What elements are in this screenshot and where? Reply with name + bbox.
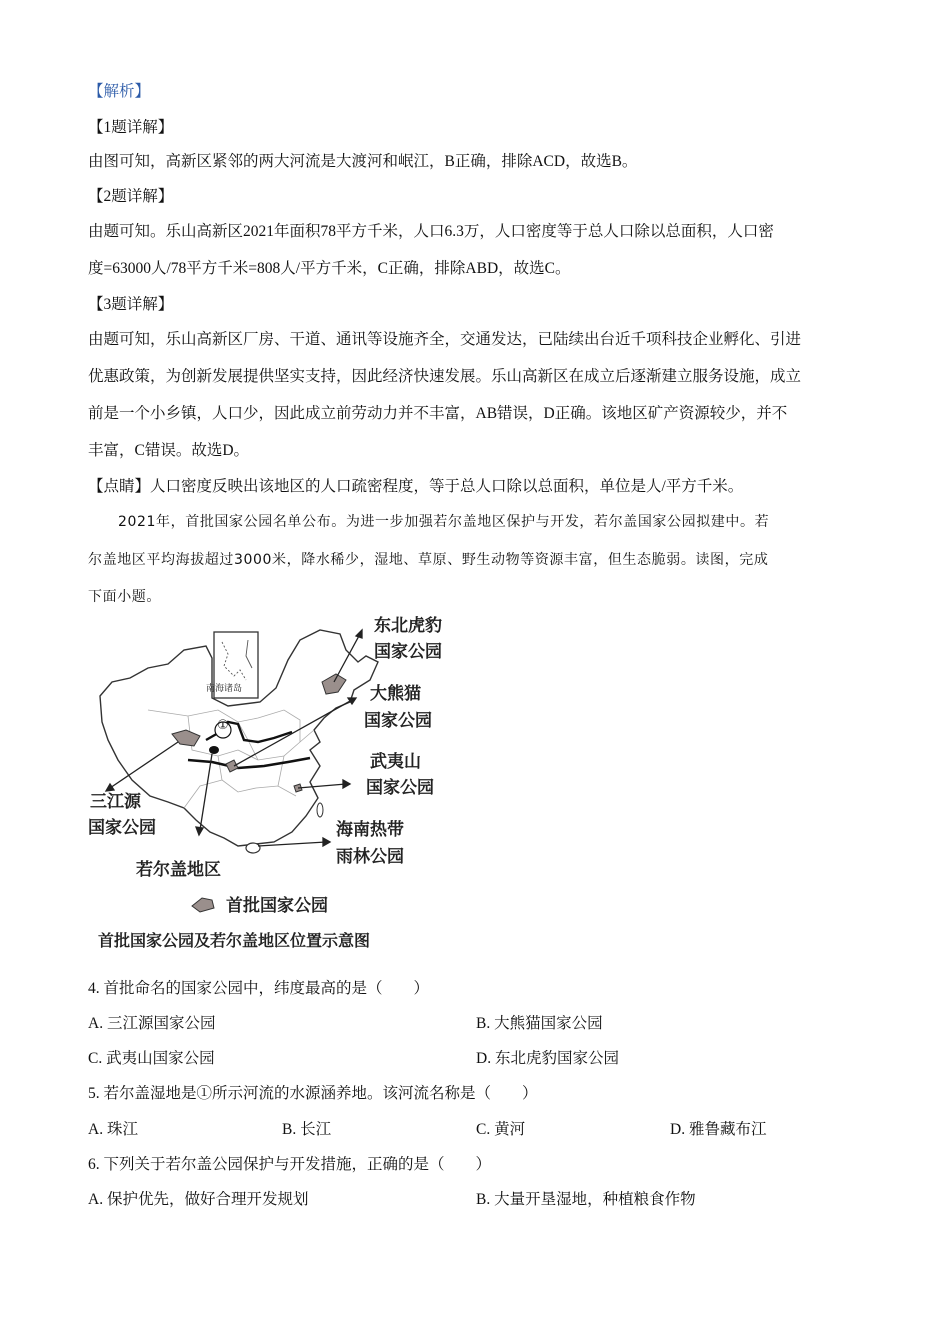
question-6-option-b[interactable]: B. 大量开垦湿地，种植粮食作物 <box>476 1191 696 1208</box>
question-5-stem: 5. 若尔盖湿地是①所示河流的水源涵养地。该河流名称是（ ） <box>88 1085 538 1102</box>
passage-line-3: 下面小题。 <box>88 589 161 605</box>
question-5-option-c[interactable]: C. 黄河 <box>476 1121 526 1138</box>
q3-detail-text-3: 前是一个小乡镇，人口少，因此成立前劳动力并不丰富，AB错误，D正确。该地区矿产资源较少，并不 <box>88 405 788 422</box>
question-5-option-d[interactable]: D. 雅鲁藏布江 <box>670 1121 767 1138</box>
q3-detail-text-1: 由题可知，乐山高新区厂房、干道、通讯等设施齐全，交通发达，已陆续出台近千项科技企业孵化、引进 <box>88 331 802 348</box>
question-4-option-a[interactable]: A. 三江源国家公园 <box>88 1015 216 1032</box>
sanjiangyuan-label-2: 国家公园 <box>88 818 156 838</box>
dongbei-label-1: 东北虎豹 <box>374 616 442 636</box>
question-4-option-d[interactable]: D. 东北虎豹国家公园 <box>476 1050 619 1067</box>
hainan-label-1: 海南热带 <box>336 820 404 840</box>
question-6-stem: 6. 下列关于若尔盖公园保护与开发措施，正确的是（ ） <box>88 1156 492 1173</box>
question-5-option-a[interactable]: A. 珠江 <box>88 1121 138 1138</box>
legend-shape <box>192 898 214 912</box>
question-4-option-b[interactable]: B. 大熊猫国家公园 <box>476 1015 603 1032</box>
question-5-option-b[interactable]: B. 长江 <box>282 1121 332 1138</box>
hainan-label-2: 雨林公园 <box>336 847 404 867</box>
tip-text: 【点睛】人口密度反映出该地区的人口疏密程度，等于总人口除以总面积，单位是人/平方千米。 <box>88 478 744 495</box>
question-4-option-c[interactable]: C. 武夷山国家公园 <box>88 1050 215 1067</box>
wuyishan-label-2: 国家公园 <box>366 778 434 798</box>
analysis-header: 【解析】 <box>88 83 151 100</box>
map-figure <box>88 610 468 955</box>
marker-label: ① <box>217 718 229 733</box>
dongbei-label-2: 国家公园 <box>374 642 442 662</box>
south-sea-inset-label: 南海诸岛 <box>206 684 243 694</box>
legend-label: 首批国家公园 <box>226 896 328 916</box>
q2-detail-text-2: 度=63000人/78平方千米=808人/平方千米，C正确，排除ABD，故选C。 <box>88 260 571 277</box>
q1-detail-title: 【1题详解】 <box>88 119 174 136</box>
passage-line-2: 尔盖地区平均海拔超过3000米，降水稀少，湿地、草原、野生动物等资源丰富，但生态脆弱。读图，完成 <box>88 552 769 568</box>
daxiongmao-label-2: 国家公园 <box>364 711 432 731</box>
sanjiangyuan-label-1: 三江源 <box>90 792 141 812</box>
q2-detail-text-1: 由题可知。乐山高新区2021年面积78平方千米，人口6.3万，人口密度等于总人口除以总面积，人口密 <box>88 223 774 240</box>
q3-detail-text-2: 优惠政策，为创新发展提供坚实支持，因此经济快速发展。乐山高新区在成立后逐渐建立服务设施，成立 <box>88 368 802 385</box>
q2-detail-title: 【2题详解】 <box>88 188 174 205</box>
hainan-island <box>246 843 260 853</box>
map-caption: 首批国家公园及若尔盖地区位置示意图 <box>98 931 371 950</box>
q1-detail-text: 由图可知，高新区紧邻的两大河流是大渡河和岷江，B正确，排除ACD，故选B。 <box>88 153 638 170</box>
q3-detail-title: 【3题详解】 <box>88 296 174 313</box>
q3-detail-text-4: 丰富，C错误。故选D。 <box>88 442 250 459</box>
ruoergai-label: 若尔盖地区 <box>136 860 221 880</box>
passage-line-1: 2021年，首批国家公园名单公布。为进一步加强若尔盖地区保护与开发，若尔盖国家公园拟建中。若 <box>118 514 770 530</box>
question-4-stem: 4. 首批命名的国家公园中，纬度最高的是（ ） <box>88 980 430 997</box>
question-6-option-a[interactable]: A. 保护优先，做好合理开发规划 <box>88 1191 309 1208</box>
ruoergai-area-shape <box>209 746 219 754</box>
wuyishan-label-1: 武夷山 <box>370 752 421 772</box>
daxiongmao-label-1: 大熊猫 <box>370 684 421 704</box>
